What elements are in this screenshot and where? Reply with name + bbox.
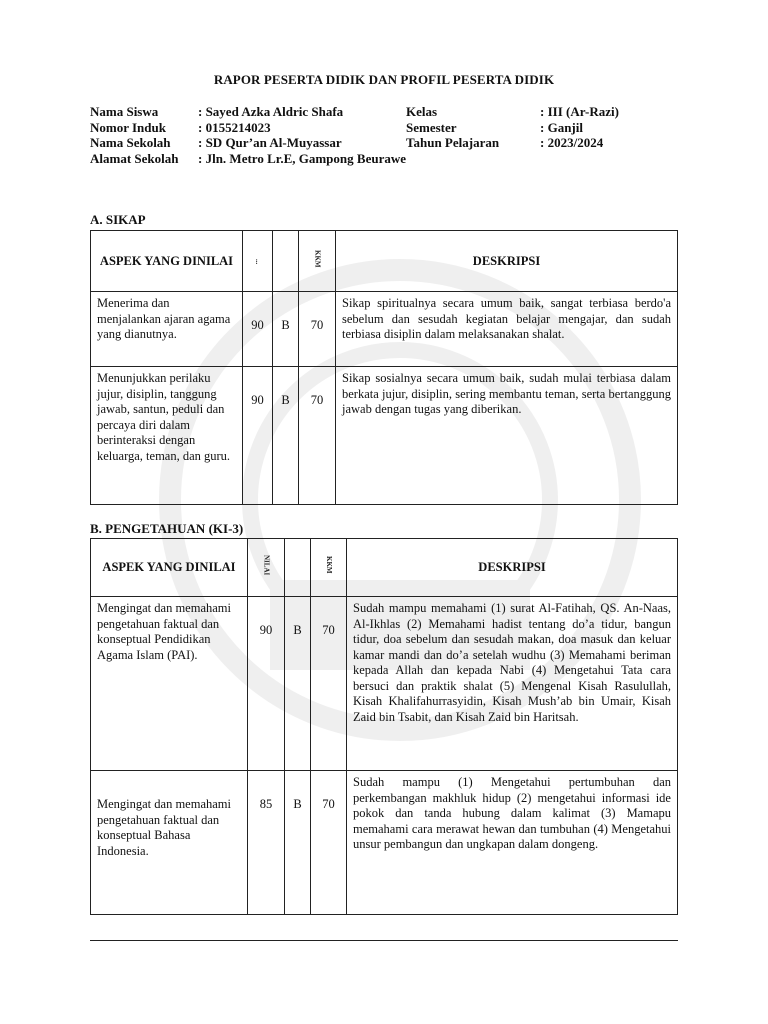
header-deskripsi: DESKRIPSI [336,231,678,292]
predikat-cell: B [273,292,299,367]
nomor-induk-value: : 0155214023 [198,120,271,135]
kelas-label: Kelas [406,104,438,119]
kkm-cell: 70 [311,771,347,915]
report-title: RAPOR PESERTA DIDIK DAN PROFIL PESERTA DIDIK [213,72,555,87]
sikap-table [90,230,678,505]
nomor-induk-label: Nomor Induk [90,120,166,135]
table-row [91,597,678,771]
header-kkm-text: KKM [325,556,333,574]
header-deskripsi: DESKRIPSI [347,539,678,597]
table-row [91,292,678,367]
bottom-divider [90,940,678,941]
kkm-cell: 70 [299,292,336,367]
pengetahuan-header-row [91,539,678,597]
header-aspek: ASPEK YANG DINILAI [91,231,243,292]
header-nilai-text: ... [254,259,262,265]
aspek-cell: Mengingat dan memahami pengetahuan faktual dan konseptual Bahasa Indonesia. [91,771,248,915]
semester-value: : Ganjil [540,120,583,135]
semester-label: Semester [406,120,457,135]
nilai-cell: 90 [248,597,285,771]
kkm-cell: 70 [311,597,347,771]
deskripsi-cell: Sudah mampu memahami (1) surat Al-Fatihah, QS. An-Naas, Al-Ikhlas (2) Memahami hadist tentang do’a tidur, bangun tidur, doa sebelum dan sesudah makan, doa masuk dan keluar kamar mandi dan do’a setelah wudhu (3) Memahami beriman kepada Allah dan kepada Nabi (4) Mengetahui Tata cara bersuci dan praktik shalat (5) Mengenal Kisah Rasulullah, Kisah Khalifahurrasyidin, Kisah Mush’ab bin Umair, Kisah Zaid bin Tsabit, dan Kisah Zaid bin Haritsah. [347,597,678,771]
nama-sekolah-value: : SD Qur’an Al-Muyassar [198,135,342,150]
header-predikat [285,539,311,597]
header-aspek: ASPEK YANG DINILAI [91,539,248,597]
predikat-cell: B [273,367,299,505]
header-nilai-text: NILAI [262,554,271,576]
alamat-label: Alamat Sekolah [90,151,179,166]
alamat-value: : Jln. Metro Lr.E, Gampong Beurawe [198,151,406,166]
deskripsi-cell: Sikap spiritualnya secara umum baik, sangat terbiasa berdo'a sebelum dan sesudah kegiatan belajar mengajar, dan sudah terbiasa disiplin dalam melaksanakan shalat. [336,292,678,367]
nilai-cell: 90 [243,367,273,505]
header-nilai [248,539,285,597]
section-pengetahuan-heading: B. PENGETAHUAN (KI-3) [90,521,244,536]
kelas-value: : III (Ar-Razi) [540,104,619,119]
section-sikap-heading: A. SIKAP [90,212,146,227]
nama-siswa-label: Nama Siswa [90,104,159,119]
header-predikat [273,231,299,292]
aspek-cell: Menerima dan menjalankan ajaran agama yang dianutnya. [91,292,243,367]
nama-siswa-value: : Sayed Azka Aldric Shafa [198,104,344,119]
predikat-cell: B [285,597,311,771]
table-row [91,771,678,915]
header-nilai [243,231,273,292]
header-kkm [311,539,347,597]
predikat-cell: B [285,771,311,915]
kkm-cell: 70 [299,367,336,505]
header-kkm [299,231,336,292]
header-kkm-text: KKM [313,249,322,268]
pengetahuan-table [90,538,678,915]
nama-sekolah-label: Nama Sekolah [90,135,171,150]
nilai-cell: 90 [243,292,273,367]
table-row [91,367,678,505]
deskripsi-cell: Sudah mampu (1) Mengetahui pertumbuhan dan perkembangan makhluk hidup (2) mengetahui informasi ide pokok dan tanda hubung dalam kalimat (3) Mamapu memahami cara merawat hewan dan tumbuhan (4) Mengetahui unsur pembangun dan ungkapan dalam dongeng. [347,771,678,915]
tahun-value: : 2023/2024 [540,135,604,150]
aspek-cell: Mengingat dan memahami pengetahuan faktual dan konseptual Pendidikan Agama Islam (PAI). [91,597,248,771]
tahun-label: Tahun Pelajaran [406,135,500,150]
deskripsi-cell: Sikap sosialnya secara umum baik, sudah mulai terbiasa dalam berkata jujur, disiplin, sering membantu teman, serta bertanggung jawab dengan tugas yang diberikan. [336,367,678,505]
nilai-cell: 85 [248,771,285,915]
sikap-header-row [91,231,678,292]
aspek-cell: Menunjukkan perilaku jujur, disiplin, tanggung jawab, santun, peduli dan percaya diri dalam berinteraksi dengan keluarga, teman, dan guru. [91,367,243,505]
